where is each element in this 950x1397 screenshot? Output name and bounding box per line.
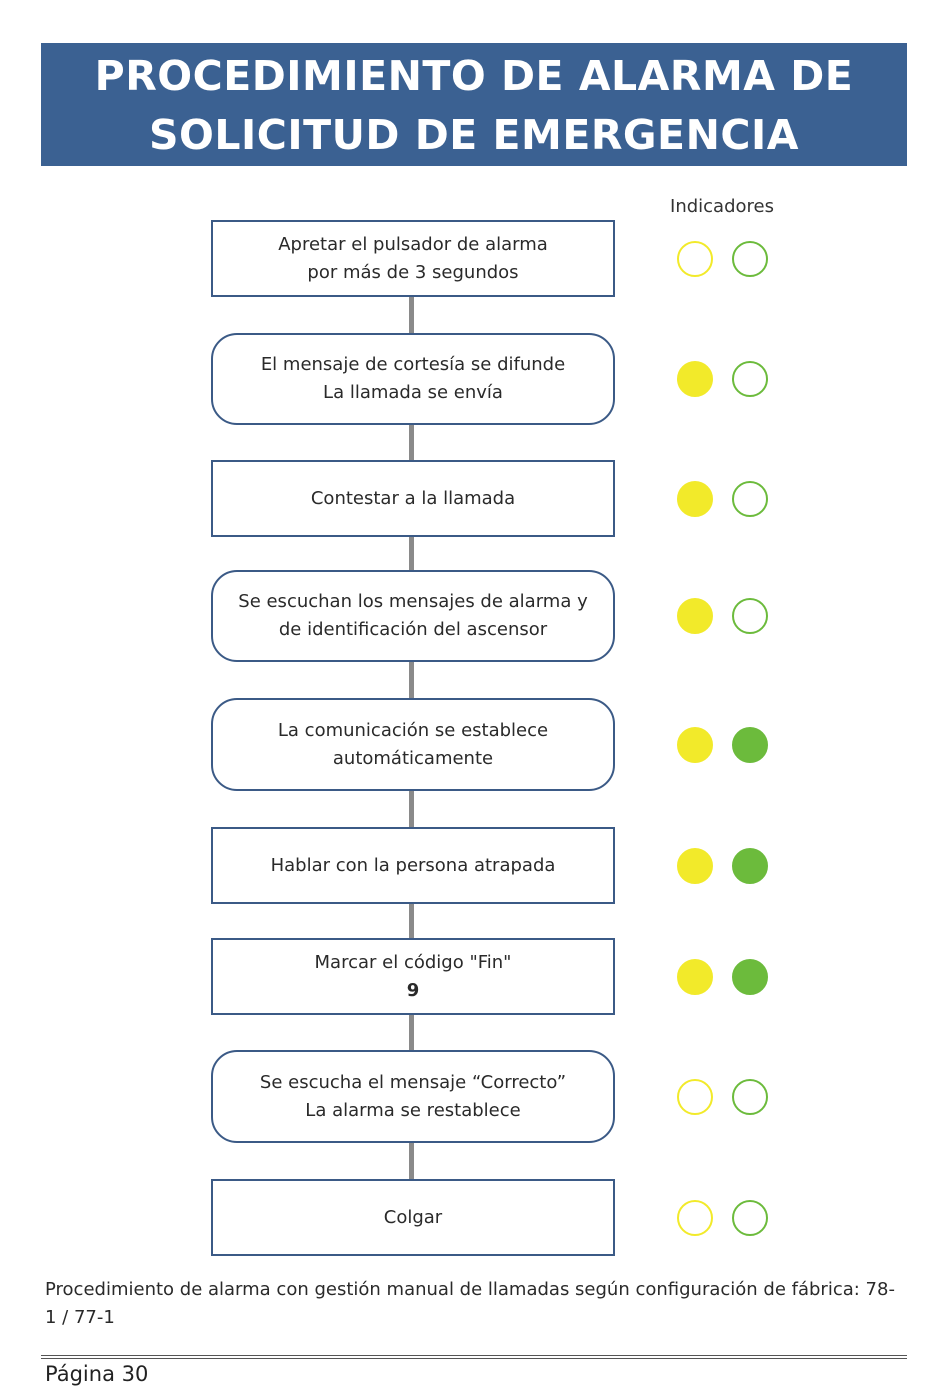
flow-connector bbox=[409, 425, 414, 460]
flow-connector bbox=[409, 1015, 414, 1050]
page-number: Página 30 bbox=[45, 1362, 149, 1386]
green-indicator-off bbox=[732, 1200, 768, 1236]
yellow-indicator-on bbox=[677, 727, 713, 763]
yellow-indicator-off bbox=[677, 1200, 713, 1236]
yellow-indicator-on bbox=[677, 598, 713, 634]
green-indicator-off bbox=[732, 241, 768, 277]
flow-step-4 bbox=[211, 570, 615, 662]
flow-connector bbox=[409, 537, 414, 570]
flow-connector bbox=[409, 791, 414, 827]
flow-connector bbox=[409, 662, 414, 698]
yellow-indicator-off bbox=[677, 241, 713, 277]
flow-connector bbox=[409, 297, 414, 333]
title-banner bbox=[41, 43, 907, 166]
green-indicator-on bbox=[732, 959, 768, 995]
indicators-header: Indicadores bbox=[670, 196, 774, 217]
flow-step-5 bbox=[211, 698, 615, 791]
green-indicator-off bbox=[732, 1079, 768, 1115]
green-indicator-off bbox=[732, 361, 768, 397]
title-line-2: SOLICITUD DE EMERGENCIA bbox=[149, 111, 799, 159]
step-text-line-1: Colgar bbox=[383, 1206, 443, 1228]
caption: Procedimiento de alarma con gestión manual de llamadas según configuración de fábrica: 78-1 / 77-1 bbox=[45, 1279, 895, 1328]
flow-step-2 bbox=[211, 333, 615, 425]
flow-step-8 bbox=[211, 1050, 615, 1143]
step-text-line-1: Se escucha el mensaje “Correcto” bbox=[259, 1071, 567, 1093]
step-text-line-2: de identificación del ascensor bbox=[278, 619, 548, 640]
flow-step-9 bbox=[211, 1179, 615, 1256]
footer-rule-inner bbox=[41, 1358, 907, 1359]
step-text-line-2: automáticamente bbox=[332, 747, 494, 769]
flow-step-1 bbox=[211, 220, 615, 297]
step-text-line-1: El mensaje de cortesía se difunde bbox=[260, 354, 566, 375]
flow-connector bbox=[409, 1143, 414, 1179]
step-text-line-1: Apretar el pulsador de alarma bbox=[278, 233, 548, 255]
green-indicator-off bbox=[732, 598, 768, 634]
yellow-indicator-on bbox=[677, 481, 713, 517]
flow-step-6 bbox=[211, 827, 615, 904]
flow-connector bbox=[409, 904, 414, 938]
yellow-indicator-on bbox=[677, 848, 713, 884]
yellow-indicator-on bbox=[677, 361, 713, 397]
step-text-line-2: La llamada se envía bbox=[323, 382, 503, 403]
step-text-line-1: Hablar con la persona atrapada bbox=[270, 854, 556, 876]
step-text-line-2: 9 bbox=[406, 979, 420, 1001]
flow-step-3 bbox=[211, 460, 615, 537]
yellow-indicator-on bbox=[677, 959, 713, 995]
step-text-line-1: Contestar a la llamada bbox=[310, 487, 516, 509]
title-line-1: PROCEDIMIENTO DE ALARMA DE bbox=[94, 52, 854, 100]
green-indicator-off bbox=[732, 481, 768, 517]
green-indicator-on bbox=[732, 848, 768, 884]
step-text-line-1: Marcar el código "Fin" bbox=[314, 951, 512, 973]
flow-step-7 bbox=[211, 938, 615, 1015]
step-text-line-2: La alarma se restablece bbox=[305, 1099, 521, 1121]
green-indicator-on bbox=[732, 727, 768, 763]
yellow-indicator-off bbox=[677, 1079, 713, 1115]
footer-rule bbox=[41, 1355, 907, 1356]
step-text-line-1: La comunicación se establece bbox=[277, 719, 549, 741]
step-text-line-2: por más de 3 segundos bbox=[307, 261, 519, 283]
step-text-line-1: Se escuchan los mensajes de alarma y bbox=[238, 591, 588, 612]
